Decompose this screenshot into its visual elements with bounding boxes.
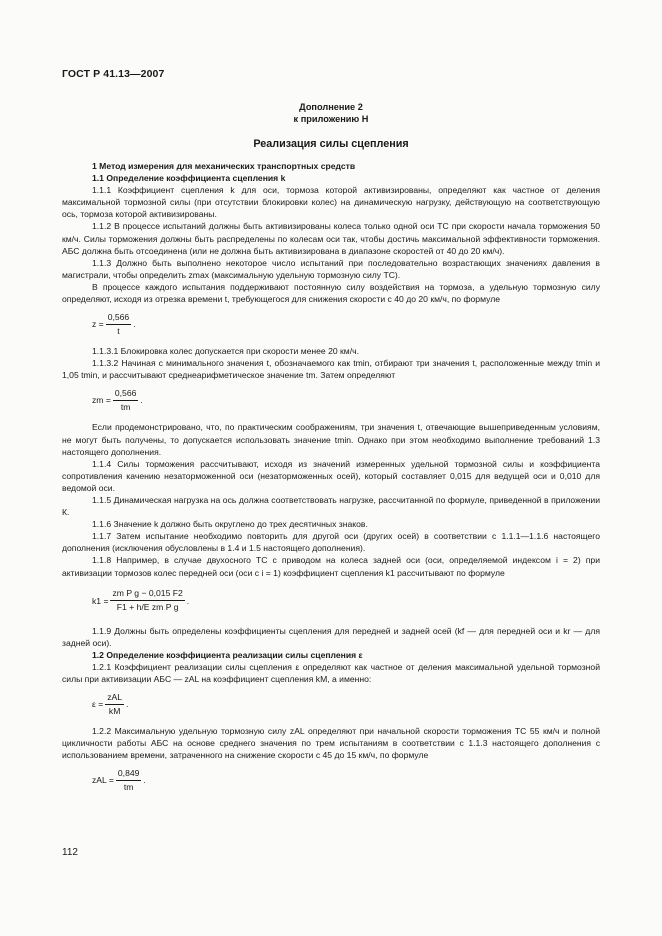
paragraph-1-1-6: 1.1.6 Значение k должно быть округлено до трех десятичных знаков. (92, 519, 368, 530)
formula-numerator: 0,566 (113, 388, 139, 401)
paragraph-1-1-3-1: 1.1.3.1 Блокировка колес допускается при скорости менее 20 км/ч. (92, 346, 359, 357)
formula-lhs: k1 = (92, 595, 109, 606)
heading-1-1: 1.1 Определение коэффициента сцепления k (92, 173, 286, 184)
formula-denominator: F1 + h/E zm P g (116, 602, 179, 613)
formula-numerator: zAL (105, 692, 124, 705)
paragraph-1-1-3: 1.1.3 Должно быть выполнено некоторое число испытаний при последовательно возрастающих значениях давления в магистрали, чтобы определить zmax (максимальную удельную тормозную силу ТС). (62, 257, 600, 280)
formula-end: . (126, 699, 129, 710)
formula-zm (92, 385, 600, 415)
section-title: Реализация силы сцепления (253, 138, 409, 150)
paragraph-1-1-3-2-b: Если продемонстрировано, что, по практическим соображениям, три значения t, отвечающие вышеприведенным условиям, не могут быть получены, то допускается использовать значение tmin. Однако при этом необходимо выполнение требований 1.3 настоящего дополнения. (62, 422, 600, 457)
page-number: 112 (62, 847, 78, 858)
formula-end: . (133, 319, 136, 330)
paragraph-1-1-8: 1.1.8 Например, в случае двухосного ТС с приводом на колеса задней оси (оси, определяемой индексом i = 2) при активизации тормозов колес передней оси (оси с i = 1) коэффициент сцепления k1 рассчитывают по формуле (62, 555, 600, 578)
document-body (62, 160, 600, 801)
formula-numerator: zm P g − 0,015 F2 (110, 588, 184, 601)
paragraph-1-2-1: 1.2.1 Коэффициент реализации силы сцепления ε определяют как частное от деления максимальной удельной тормозной силы при активизации АБС — zAL на коэффициент сцепления kM, а именно: (62, 661, 600, 684)
paragraph-1-1-3-b: В процессе каждого испытания поддерживают постоянную силу воздействия на тормоза, а удельную тормозную силу определяют, исходя из отрезка времени t, требующегося для снижения скорости с 40 до 20 км/ч, по формуле (62, 281, 600, 305)
formula-denominator: tm (120, 401, 131, 412)
paragraph-1-2-2: 1.2.2 Максимальную удельную тормозную силу zAL определяют при начальной скорости торможения ТС 55 км/ч и полной цикличности работы АБС на основе среднего значения по трем испытаниям в соответствии с 1.1.3 настоящего дополнения с использованием времени, затраченного на снижение скорости с 45 до 15 км/ч, по формуле (62, 726, 600, 761)
formula-end: . (186, 595, 190, 606)
formula-end: . (143, 775, 146, 786)
formula-numerator: 0,566 (106, 312, 132, 325)
formula-end: . (140, 395, 143, 406)
formula-denominator: kM (108, 705, 121, 716)
formula-zal (92, 765, 600, 795)
formula-z (92, 309, 600, 339)
formula-denominator: tm (123, 781, 134, 792)
appendix-line-1: Дополнение 2 (299, 102, 363, 112)
formula-numerator: 0,849 (116, 768, 142, 781)
formula-epsilon (92, 689, 600, 719)
appendix-line-2: к приложению Н (293, 114, 369, 124)
heading-1-2: 1.2 Определение коэффициента реализации силы сцепления ε (92, 649, 363, 660)
formula-lhs: zm = (92, 395, 111, 406)
paragraph-1-1-3-2: 1.1.3.2 Начиная с минимального значения t, обозначаемого как tmin, отбирают три значения t, расположенные между tmin и 1,05 tmin, и рассчитывают среднеарифметическое значение tm. Затем определяют (62, 358, 600, 381)
formula-k1 (92, 583, 600, 619)
paragraph-1-1-9: 1.1.9 Должны быть определены коэффициенты сцепления для передней и задней осей (kf — для передней оси и kr — для задней оси). (62, 625, 600, 648)
paragraph-1-1-4: 1.1.4 Силы торможения рассчитывают, исходя из значений измеренных удельной тормозной силы и коэффициента сопротивления качению незаторможенной оси (незаторможенных осей), который составляет 0,015 для ведущей оси и 0,010 для ведомой оси. (62, 458, 600, 493)
heading-1: 1 Метод измерения для механических транспортных средств (92, 161, 356, 171)
formula-lhs: ε = (92, 699, 104, 710)
paragraph-1-1-2: 1.1.2 В процессе испытаний должны быть активизированы колеса только одной оси ТС при скорости начала торможения 50 км/ч. Силы торможения должны быть распределены по колесам оси так, чтобы достичь максимальной эффективности торможения. АБС должна быть отсоединена (или не должна быть активизирована в диапазоне скоростей от 40 до 20 км/ч). (62, 221, 600, 256)
formula-denominator: t (117, 325, 120, 336)
document-header: ГОСТ Р 41.13—2007 (62, 68, 165, 80)
paragraph-1-1-5: 1.1.5 Динамическая нагрузка на ось должна соответствовать нагрузке, рассчитанной по формуле, приведенной в приложении К. (62, 494, 600, 518)
paragraph-1-1-1: 1.1.1 Коэффициент сцепления k для оси, тормоза которой активизированы, определяют как частное от деления максимальной тормозной силы (при отсутствии блокировки колес) на динамическую нагрузку, действующую на соответствующую ось, тормоза которой активизированы. (62, 185, 600, 220)
formula-lhs: z = (92, 319, 104, 330)
paragraph-1-1-7: 1.1.7 Затем испытание необходимо повторить для другой оси (других осей) в соответствии с 1.1.1—1.1.6 настоящего дополнения (исключения обусловлены в 1.4 и 1.5 настоящего дополнения). (62, 531, 600, 554)
formula-lhs: zAL = (92, 775, 114, 786)
